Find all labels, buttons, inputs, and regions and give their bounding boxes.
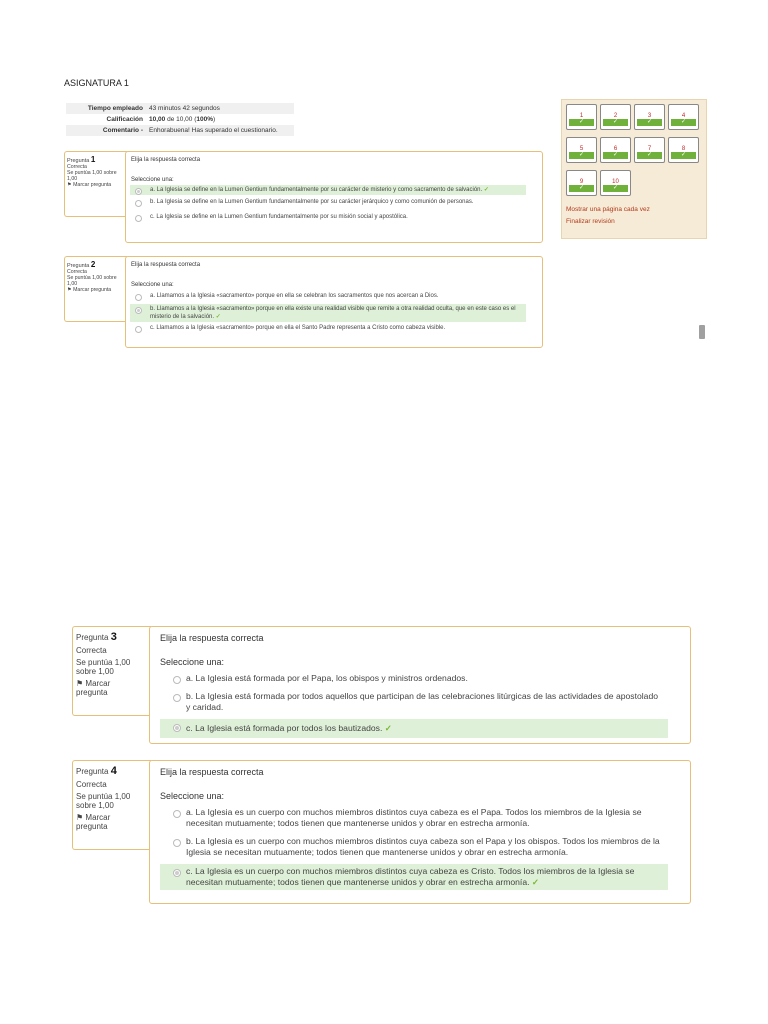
question-score: Se puntúa 1,00 sobre 1,00: [67, 170, 117, 182]
quiz-nav-button[interactable]: [600, 170, 631, 196]
summary-key: Comentario -: [102, 127, 143, 134]
question-content: [149, 760, 691, 904]
quiz-nav-number: 9: [579, 179, 584, 185]
radio[interactable]: [135, 294, 142, 301]
grade-score: 10,00: [149, 116, 166, 123]
answer-option-c[interactable]: c. Llamamos a la Iglesia «sacramento» porque en ella el Santo Padre representa a Cristo como cabeza visible.: [130, 323, 526, 333]
question-status: Correcta: [67, 269, 87, 275]
check-icon: ✓: [384, 723, 392, 733]
check-icon: ✓: [483, 187, 489, 193]
check-icon: ✓: [637, 152, 662, 159]
quiz-nav-button[interactable]: [668, 137, 699, 163]
summary-row-comment: [66, 125, 294, 136]
summary-value: Enhorabuena! Has superado el cuestionario.: [149, 127, 278, 134]
quiz-nav-button[interactable]: [600, 137, 631, 163]
answer-prompt: Seleccione una:: [131, 177, 174, 183]
summary-row-time: [66, 103, 294, 114]
answer-prompt: Seleccione una:: [131, 282, 174, 288]
summary-value: 43 minutos 42 segundos: [149, 105, 220, 112]
question-number: Pregunta 1: [67, 155, 96, 164]
question-info: [64, 151, 127, 217]
quiz-nav-number: 3: [647, 113, 652, 119]
radio[interactable]: [135, 200, 142, 207]
flag-icon: ⚑: [67, 182, 72, 188]
check-icon: ✓: [603, 119, 628, 126]
summary-row-grade: [66, 114, 294, 125]
flag-icon: ⚑: [76, 679, 84, 688]
question-info: [72, 760, 151, 850]
answer-option-c[interactable]: c. La Iglesia es un cuerpo con muchos miembros distintos cuya cabeza es Cristo. Todos los miembros de la Iglesia se necesitan mutuamente; todos tienen que mantenerse unidos y obrar en estrecha armonía. ✓: [160, 864, 668, 890]
check-icon: ✓: [569, 119, 594, 126]
check-icon: ✓: [637, 119, 662, 126]
summary-key: Calificación: [106, 116, 143, 123]
flag-icon: ⚑: [67, 287, 72, 293]
question-content: [125, 256, 543, 348]
question-content: [149, 626, 691, 744]
answer-option-b[interactable]: b. Llamamos a la Iglesia «sacramento» porque en ella existe una realidad visible que remite a otra realidad oculta, que en este caso es el misterio de la salvación. ✓: [130, 304, 526, 322]
check-icon: ✓: [671, 152, 696, 159]
summary-value: [146, 114, 294, 125]
quiz-nav-number: 7: [647, 146, 652, 152]
radio-selected[interactable]: [135, 307, 142, 314]
radio-selected[interactable]: [135, 188, 142, 195]
quiz-nav-button[interactable]: [566, 104, 597, 130]
check-icon: ✓: [569, 185, 594, 192]
question-text: Elija la respuesta correcta: [160, 633, 264, 643]
quiz-nav-number: 2: [613, 113, 618, 119]
summary-key: Tiempo empleado: [87, 105, 143, 112]
question-text: Elija la respuesta correcta: [131, 157, 201, 163]
grade-mid: de 10,00 (: [165, 116, 197, 123]
quiz-nav-button[interactable]: [600, 104, 631, 130]
question-number: Pregunta 2: [67, 260, 96, 269]
question-info: [72, 626, 151, 716]
quiz-nav-button[interactable]: [634, 137, 665, 163]
quiz-nav-number: 1: [579, 113, 584, 119]
quiz-nav-number: 6: [613, 146, 618, 152]
finish-review-link[interactable]: Finalizar revisión: [566, 218, 615, 225]
check-icon: ✓: [569, 152, 594, 159]
quiz-nav-button[interactable]: [566, 170, 597, 196]
quiz-nav-button[interactable]: [668, 104, 699, 130]
answer-list: [160, 671, 668, 738]
quiz-nav-number: 4: [681, 113, 686, 119]
grade-percent: 100%: [196, 116, 213, 123]
answer-list: [130, 291, 526, 333]
radio-selected[interactable]: [173, 869, 181, 877]
radio[interactable]: [173, 694, 181, 702]
quiz-nav-number: 8: [681, 146, 686, 152]
check-icon: ✓: [215, 314, 221, 320]
radio[interactable]: [173, 810, 181, 818]
check-icon: ✓: [603, 185, 628, 192]
summary-table: [66, 103, 294, 136]
question-score: Se puntúa 1,00 sobre 1,00: [67, 275, 117, 287]
answer-option-b[interactable]: b. La Iglesia se define en la Lumen Gentium fundamentalmente por su carácter jerárquico y como comunión de personas.: [130, 197, 526, 207]
question-status: Correcta: [67, 164, 87, 170]
show-one-page-link[interactable]: Mostrar una página cada vez: [566, 206, 650, 213]
answer-option-b[interactable]: b. La Iglesia está formada por todos aquellos que participan de las celebraciones litúrgicas de las actividades de apostolado y caridad.: [160, 689, 668, 715]
answer-option-a[interactable]: a. La Iglesia es un cuerpo con muchos miembros distintos cuya cabeza es el Papa. Todos los miembros de la Iglesia se necesitan mutuamente; todos tienen que mantenerse unidos y obrar en estrecha armonía.: [160, 805, 668, 831]
question-content: [125, 151, 543, 243]
answer-prompt: Seleccione una:: [160, 657, 225, 667]
answer-option-b[interactable]: b. La Iglesia es un cuerpo con muchos miembros distintos cuya cabeza son el Papa y los obispos. Todos los miembros de la Iglesia se necesitan mutuamente; todos tienen que mantenerse unidos y obrar en estrecha armonía.: [160, 834, 668, 860]
radio-selected[interactable]: [173, 724, 181, 732]
question-info: [64, 256, 127, 322]
answer-option-a[interactable]: a. La Iglesia se define en la Lumen Gentium fundamentalmente por su carácter de misterio y como sacramento de salvación. ✓: [130, 185, 526, 195]
check-icon: ✓: [603, 152, 628, 159]
question-text: Elija la respuesta correcta: [160, 767, 264, 777]
question-number: Pregunta 4: [76, 765, 117, 777]
quiz-nav-button[interactable]: [566, 137, 597, 163]
radio[interactable]: [135, 215, 142, 222]
answer-list: [130, 185, 526, 222]
grade-end: ): [212, 116, 216, 123]
question-status: Correcta: [76, 780, 107, 789]
flag-icon: ⚑: [76, 813, 84, 822]
answer-option-c[interactable]: c. La Iglesia se define en la Lumen Gentium fundamentalmente por su misión social y apostólica.: [130, 212, 526, 222]
answer-prompt: Seleccione una:: [160, 791, 225, 801]
flag-question[interactable]: ⚑ Marcar pregunta: [76, 813, 111, 831]
answer-option-a[interactable]: a. Llamamos a la Iglesia «sacramento» porque en ella se celebran los sacramentos que nos acercan a Dios.: [130, 291, 526, 301]
quiz-nav-number: 5: [579, 146, 584, 152]
question-status: Correcta: [76, 646, 107, 655]
quiz-nav-number: 10: [612, 179, 619, 185]
check-icon: ✓: [531, 877, 540, 887]
quiz-nav-button[interactable]: [634, 104, 665, 130]
answer-option-a[interactable]: a. La Iglesia está formada por el Papa, los obispos y ministros ordenados.: [160, 671, 668, 686]
flag-question[interactable]: ⚑ Marcar pregunta: [76, 679, 111, 697]
question-text: Elija la respuesta correcta: [131, 262, 201, 268]
page-title: ASIGNATURA 1: [64, 78, 129, 88]
flag-question[interactable]: ⚑ Marcar pregunta: [67, 287, 112, 293]
radio[interactable]: [173, 676, 181, 684]
answer-option-c[interactable]: c. La Iglesia está formada por todos los bautizados. ✓: [160, 719, 668, 738]
question-score: Se puntúa 1,00 sobre 1,00: [76, 658, 131, 676]
radio[interactable]: [135, 326, 142, 333]
check-icon: ✓: [671, 119, 696, 126]
question-number: Pregunta 3: [76, 631, 117, 643]
radio[interactable]: [173, 839, 181, 847]
answer-list: [160, 805, 668, 890]
flag-question[interactable]: ⚑ Marcar pregunta: [67, 182, 112, 188]
scrollbar-thumb[interactable]: [699, 325, 705, 339]
question-score: Se puntúa 1,00 sobre 1,00: [76, 792, 131, 810]
